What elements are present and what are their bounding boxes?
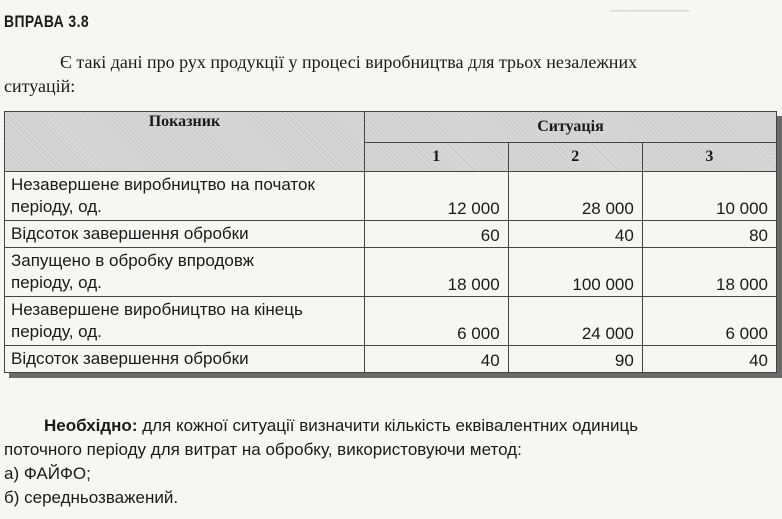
cell-value: 40: [364, 346, 508, 373]
task-text-1: для кожної ситуації визначити кількість еквівалентних одиниць: [137, 416, 639, 435]
table-row: [5, 346, 777, 373]
exercise-heading: ВПРАВА 3.8: [4, 12, 90, 31]
header-col-1: 1: [364, 143, 508, 172]
row-label-line: Незавершене виробництво на початок: [11, 175, 315, 194]
cell-value: 6 000: [364, 297, 508, 346]
bleed-through-text: ────────: [610, 4, 690, 19]
task-line-2: поточного періоду для витрат на обробку, використовуючи метод:: [4, 440, 522, 459]
cell-value: 40: [508, 221, 642, 248]
task-line-1: [4, 414, 780, 438]
row-label: [5, 248, 365, 297]
row-label-line: періоду, од.: [11, 273, 102, 292]
production-data-table: [4, 111, 777, 373]
cell-value: 40: [642, 346, 776, 373]
option-b: б) середньозважений.: [4, 488, 179, 507]
row-label-line: періоду, од.: [11, 322, 102, 341]
cell-value: 18 000: [642, 248, 776, 297]
row-label: [5, 172, 365, 221]
cell-value: 80: [642, 221, 776, 248]
cell-value: 12 000: [364, 172, 508, 221]
cell-value: 100 000: [508, 248, 642, 297]
cell-value: 90: [508, 346, 642, 373]
cell-value: 60: [364, 221, 508, 248]
header-indicator: Показник: [5, 112, 365, 172]
row-label-line: Запущено в обробку впродовж: [11, 251, 255, 270]
table-row: [5, 221, 777, 248]
table-row: [5, 297, 777, 346]
task-paragraph: [4, 414, 780, 510]
cell-value: 18 000: [364, 248, 508, 297]
table-header-row: [5, 112, 777, 143]
header-situation: Ситуація: [364, 112, 776, 143]
row-label: [5, 297, 365, 346]
intro-line-1: Є такі дані про рух продукції у процесі виробництва для трьох незалежних: [60, 52, 638, 72]
intro-line-2: ситуацій:: [4, 76, 76, 96]
cell-value: 10 000: [642, 172, 776, 221]
table-row: [5, 248, 777, 297]
cell-value: 6 000: [642, 297, 776, 346]
header-col-2: 2: [508, 143, 642, 172]
row-label: Відсоток завершення обробки: [5, 346, 365, 373]
row-label-line: Незавершене виробництво на кінець: [11, 300, 303, 319]
row-label-line: періоду, од.: [11, 197, 102, 216]
row-label: Відсоток завершення обробки: [5, 221, 365, 248]
cell-value: 28 000: [508, 172, 642, 221]
table-row: [5, 172, 777, 221]
header-col-3: 3: [642, 143, 776, 172]
intro-paragraph: [4, 50, 776, 98]
task-bold-label: Необхідно:: [44, 416, 138, 435]
cell-value: 24 000: [508, 297, 642, 346]
option-a: а) ФАЙФО;: [4, 464, 91, 483]
